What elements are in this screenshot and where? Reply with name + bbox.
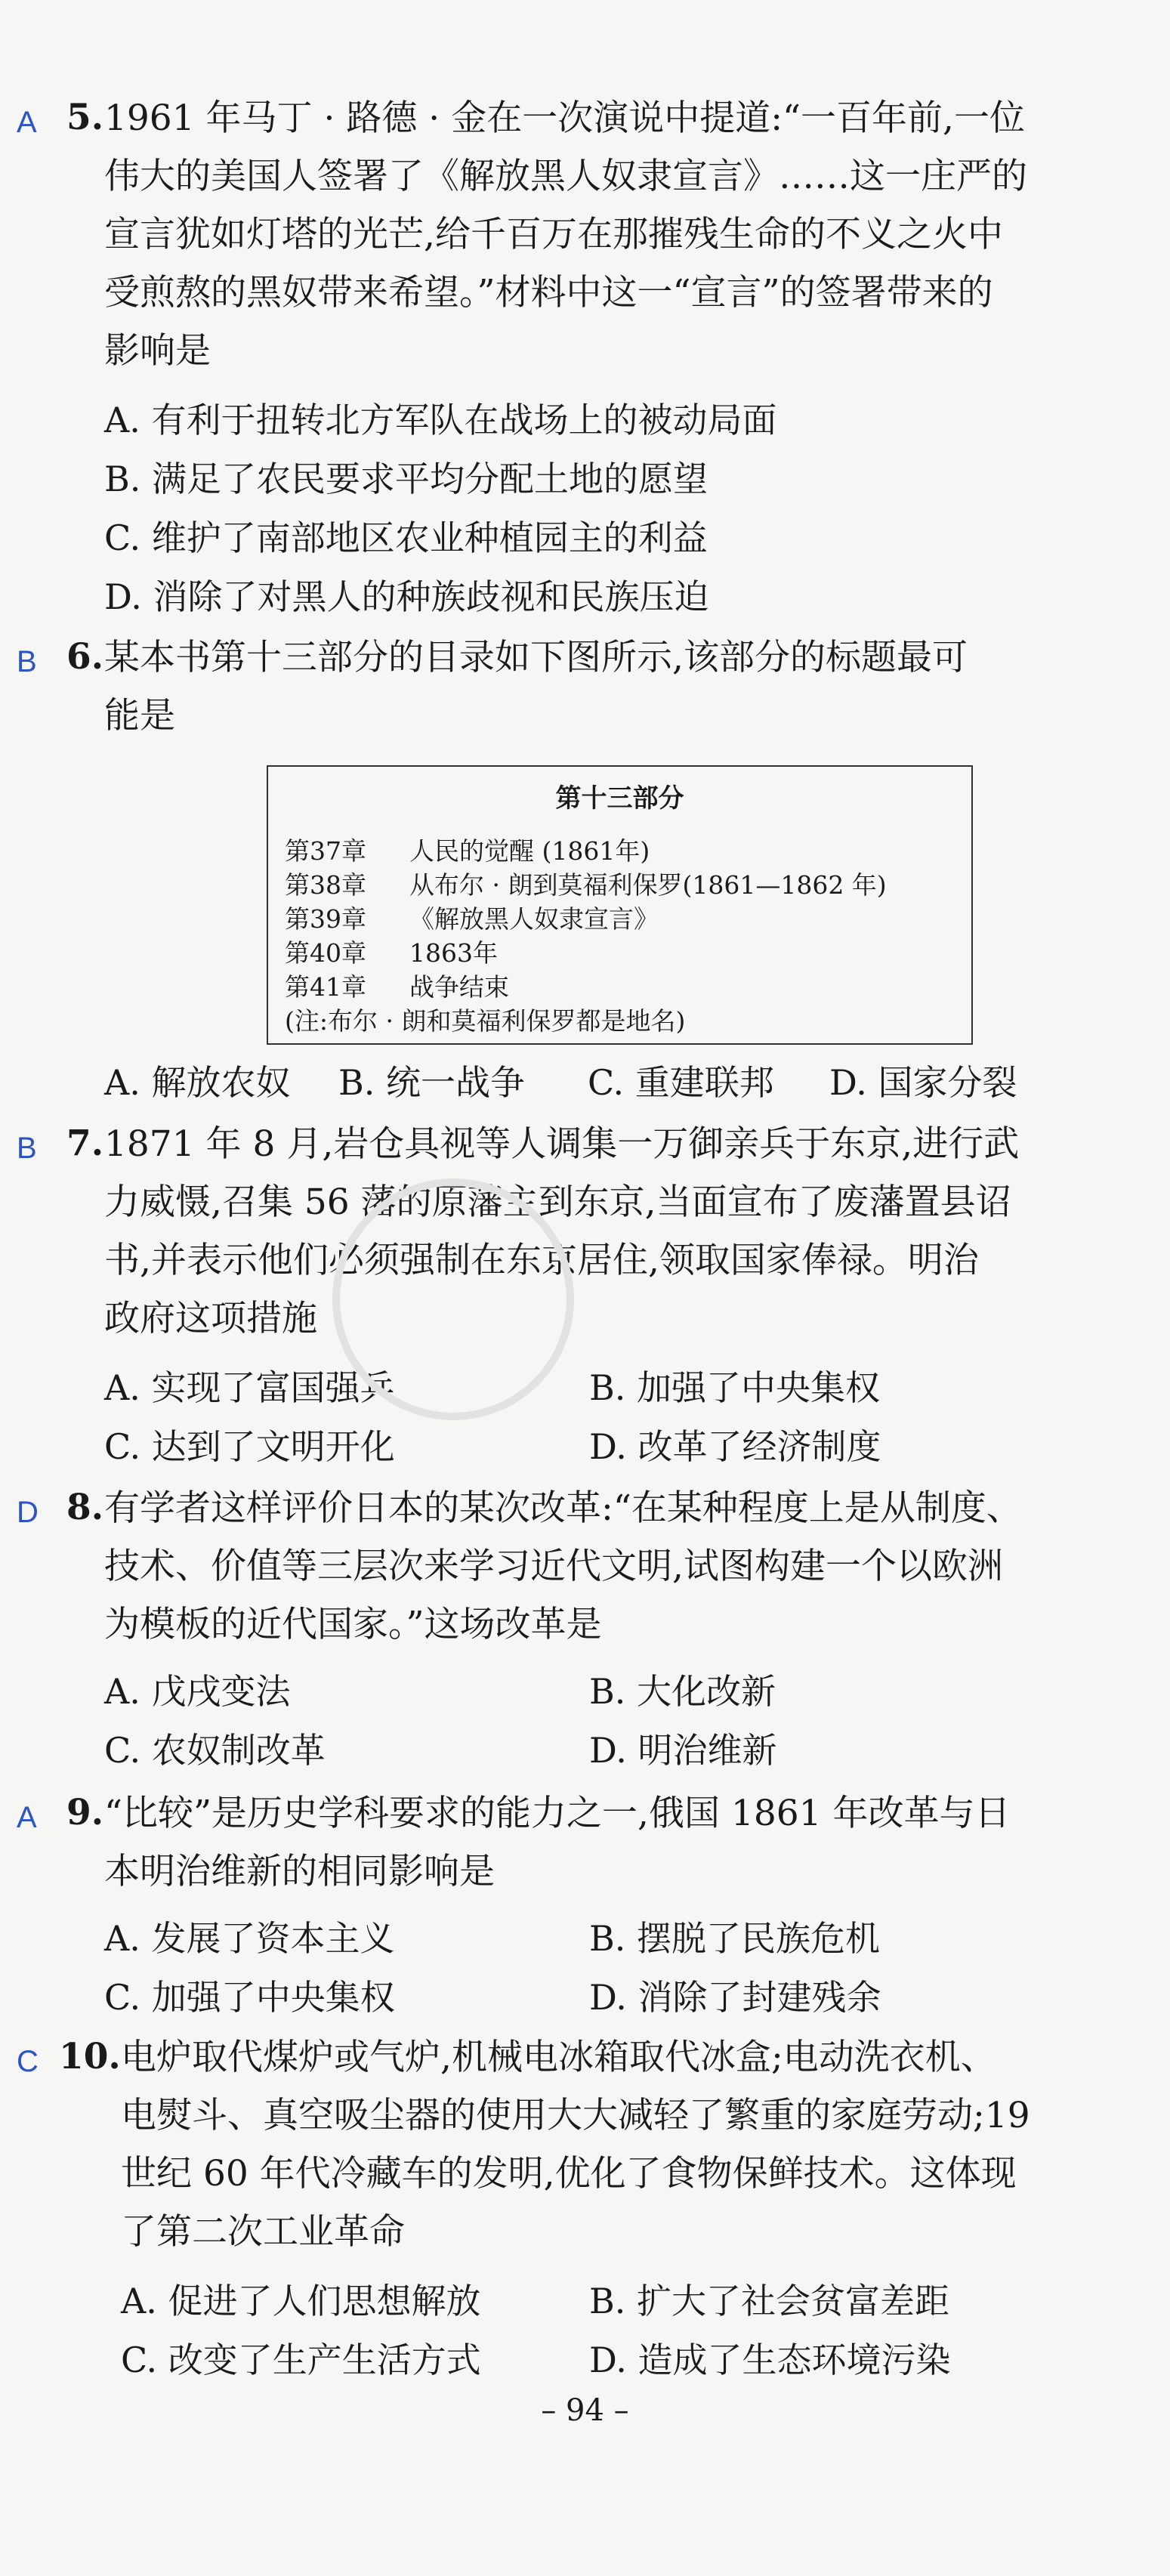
question-number: 10.	[59, 2036, 121, 2077]
option-d: D. 国家分裂	[829, 1062, 1017, 1103]
stem-line: 1961 年马丁 · 路德 · 金在一次演说中提道:“一百年前,一位	[104, 97, 1025, 139]
contents-figure	[267, 765, 973, 1045]
chapter-number: 第37章	[285, 836, 366, 866]
answer-mark: B	[17, 1132, 37, 1165]
option-a: A. 解放农奴	[104, 1062, 291, 1103]
stem-line: 世纪 60 年代冷藏车的发明,优化了食物保鲜技术。这体现	[121, 2153, 1017, 2195]
question-number: 6.	[66, 636, 104, 678]
question-stem	[104, 1479, 1101, 1654]
option-d: D. 改革了经济制度	[589, 1426, 881, 1467]
option-d: D. 消除了对黑人的种族歧视和民族压迫	[104, 576, 709, 617]
chapter-title: 《解放黑人奴隶宣言》	[409, 904, 659, 934]
stem-line: 了第二次工业革命	[121, 2211, 405, 2253]
stem-line: 技术、价值等三层次来学习近代文明,试图构建一个以欧洲	[104, 1546, 1003, 1587]
stem-line: 能是	[104, 695, 175, 737]
stem-line: 受煎熬的黑奴带来希望。”材料中这一“宣言”的签署带来的	[104, 272, 993, 314]
option-d: D. 消除了封建残余	[589, 1977, 881, 2018]
chapter-title: 从布尔 · 朗到莫福利保罗(1861—1862 年)	[409, 870, 887, 900]
stem-line: 1871 年 8 月,岩仓具视等人调集一万御亲兵于东京,进行武	[104, 1123, 1020, 1165]
stem-line: 电炉取代煤炉或气炉,机械电冰箱取代冰盒;电动洗衣机、	[121, 2037, 996, 2078]
stem-line: 本明治维新的相同影响是	[104, 1851, 495, 1892]
option-c: C. 达到了文明开化	[104, 1426, 395, 1467]
stem-line: 政府这项措施	[104, 1298, 317, 1339]
question-stem	[104, 89, 1101, 380]
chapter-number: 第40章	[285, 938, 366, 968]
answer-mark: C	[17, 2045, 39, 2078]
option-a: A. 促进了人们思想解放	[121, 2281, 481, 2321]
option-c: C. 重建联邦	[588, 1062, 774, 1103]
figure-row	[285, 934, 498, 969]
option-b: B. 统一战争	[338, 1062, 526, 1103]
stem-line: 某本书第十三部分的目录如下图所示,该部分的标题最可	[104, 637, 968, 678]
stem-line: 宣言犹如灯塔的光芒,给千百万在那摧残生命的不义之火中	[104, 214, 1003, 255]
page-number: – 94 –	[541, 2393, 629, 2428]
option-a: A. 戊戌变法	[104, 1671, 291, 1712]
question-stem	[121, 2028, 1118, 2261]
answer-mark: A	[17, 1801, 37, 1834]
stem-line: “比较”是历史学科要求的能力之一,俄国 1861 年改革与日	[104, 1793, 1011, 1834]
stem-line: 有学者这样评价日本的某次改革:“在某种程度上是从制度、	[104, 1487, 1022, 1529]
chapter-number: 第38章	[285, 870, 366, 900]
option-c: C. 加强了中央集权	[104, 1977, 395, 2018]
option-a: A. 发展了资本主义	[104, 1918, 395, 1959]
stem-line: 为模板的近代国家。”这场改革是	[104, 1604, 602, 1645]
question-stem	[104, 629, 1101, 745]
stem-line: 书,并表示他们必须强制在东京居住,领取国家俸禄。明治	[104, 1240, 979, 1281]
stem-line: 伟大的美国人签署了《解放黑人奴隶宣言》……这一庄严的	[104, 156, 1027, 197]
option-b: B. 加强了中央集权	[589, 1367, 881, 1408]
chapter-title: 人民的觉醒 (1861年)	[409, 836, 650, 866]
answer-mark: A	[17, 106, 37, 139]
option-d: D. 造成了生态环境污染	[589, 2340, 951, 2380]
option-c: C. 维护了南部地区农业种植园主的利益	[104, 517, 708, 558]
question-stem	[104, 1784, 1101, 1901]
option-c: C. 农奴制改革	[104, 1730, 326, 1771]
question-number: 7.	[66, 1123, 104, 1164]
option-b: B. 大化改新	[589, 1671, 776, 1712]
figure-row	[285, 866, 887, 901]
option-b: B. 满足了农民要求平均分配土地的愿望	[104, 459, 708, 499]
option-c: C. 改变了生产生活方式	[121, 2340, 481, 2380]
option-b: B. 扩大了社会贫富差距	[589, 2281, 950, 2321]
stem-line: 力威慑,召集 56 藩的原藩主到东京,当面宣布了废藩置县诏	[104, 1181, 1011, 1223]
chapter-number: 第39章	[285, 904, 366, 934]
figure-row	[285, 832, 650, 867]
option-d: D. 明治维新	[589, 1730, 777, 1771]
option-b: B. 摆脱了民族危机	[589, 1918, 881, 1959]
option-a: A. 实现了富国强兵	[104, 1367, 395, 1408]
answer-mark: B	[17, 645, 37, 678]
figure-row	[285, 900, 659, 935]
chapter-title: 战争结束	[409, 972, 509, 1002]
chapter-title: 1863年	[409, 938, 498, 968]
figure-title: 第十三部分	[555, 783, 684, 814]
question-number: 8.	[66, 1487, 104, 1528]
question-number: 9.	[66, 1792, 104, 1833]
answer-mark: D	[17, 1496, 39, 1529]
chapter-number: 第41章	[285, 972, 366, 1002]
figure-note: (注:布尔 · 朗和莫福利保罗都是地名)	[285, 1006, 686, 1036]
stem-line: 电熨斗、真空吸尘器的使用大大减轻了繁重的家庭劳动;19	[121, 2095, 1030, 2136]
stem-line: 影响是	[104, 330, 211, 372]
figure-row	[285, 968, 509, 1003]
question-number: 5.	[66, 97, 104, 138]
option-a: A. 有利于扭转北方军队在战场上的被动局面	[104, 400, 777, 440]
question-stem	[104, 1115, 1101, 1348]
